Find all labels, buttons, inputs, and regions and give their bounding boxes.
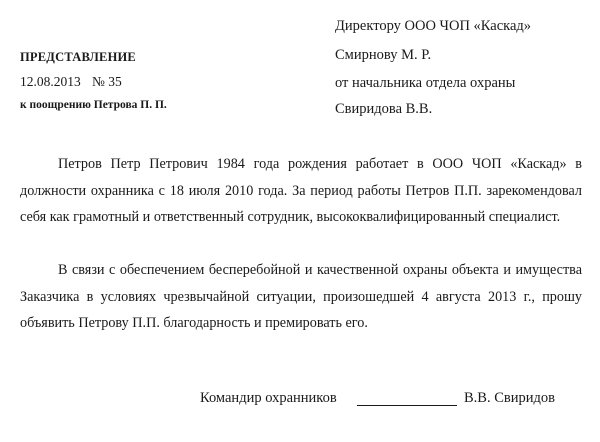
addressee-name: Смирнову М. Р.: [335, 47, 432, 63]
document-number: № 35: [92, 74, 122, 89]
document-subject: к поощрению Петрова П. П.: [20, 99, 167, 111]
body-paragraph: Петров Петр Петрович 1984 года рождения работает в ООО ЧОП «Каскад» в должности охранника с 18 июля 2010 года. За период работы Петров П.П. зарекомендовал себя как грамотный и ответственный сотрудник, высококвалифицированный специалист.: [20, 156, 582, 225]
signatory-title: Командир охранников: [200, 390, 337, 406]
addressee-position: Директору ООО ЧОП «Каскад»: [335, 18, 532, 34]
document-date: 12.08.2013: [20, 74, 81, 89]
signature-line: [357, 405, 457, 406]
sender-position: от начальника отдела охраны: [335, 75, 516, 91]
signatory-name: В.В. Свиридов: [464, 390, 555, 406]
document-type: ПРЕДСТАВЛЕНИЕ: [20, 50, 136, 64]
body-paragraph: В связи с обеспечением бесперебойной и качественной охраны объекта и имущества Заказчика в условиях чрезвычайной ситуации, произошедшей 4 августа 2013 г., прошу объявить Петрову П.П. благодарность и премировать его.: [20, 262, 582, 331]
sender-name: Свиридова В.В.: [335, 101, 433, 117]
